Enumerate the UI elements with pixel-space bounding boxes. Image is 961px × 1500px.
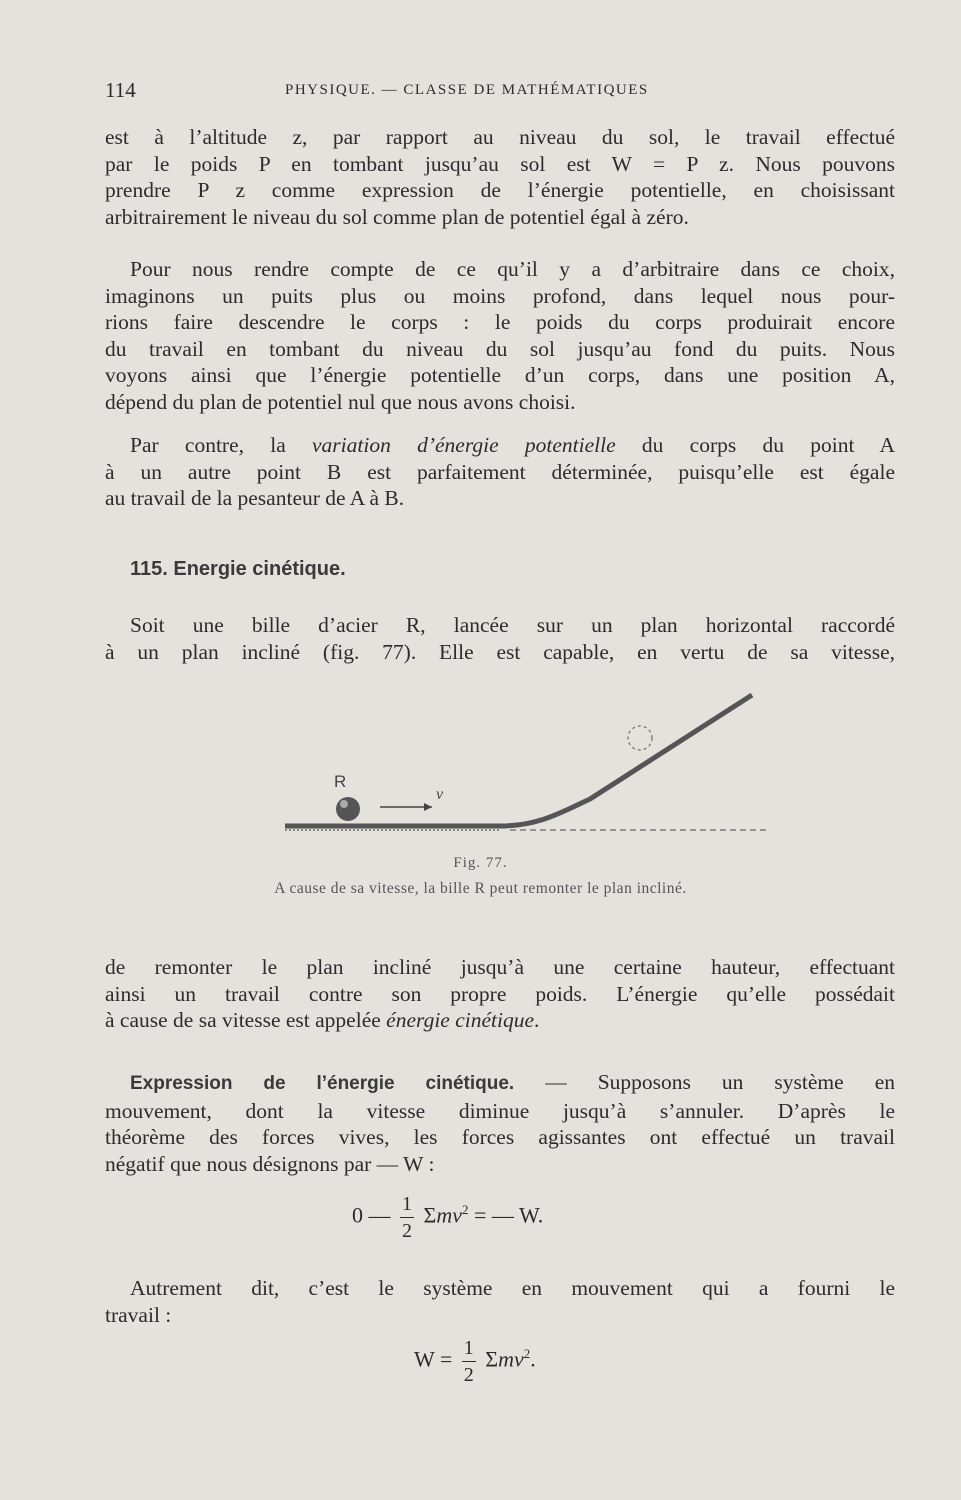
text-line: ainsi un travail contre son propre poids. L’énergie qu’elle possédait [105, 981, 895, 1006]
ball-highlight [340, 800, 348, 808]
text-line: théorème des forces vives, les forces agissantes ont effectué un travail [105, 1125, 895, 1149]
text-line: négatif que nous désignons par — W : [105, 1151, 435, 1176]
paragraph-arbitrary-choice [105, 256, 895, 415]
text-line: Soit une bille d’acier R, lancée sur un plan horizontal raccordé [130, 613, 895, 637]
text-line: est à l’altitude z, par rapport au niveau du sol, le travail effectué [105, 125, 895, 149]
text-line: Par contre, la variation d’énergie potentielle du corps du point A [130, 433, 896, 457]
text-line: Expression de l’énergie cinétique. — Supposons un système en [130, 1070, 896, 1094]
text-line: mouvement, dont la vitesse diminue jusqu’à s’annuler. D’après le [105, 1098, 895, 1123]
paragraph-variation [105, 432, 895, 512]
ball-r [336, 797, 360, 821]
text-line: Autrement dit, c’est le système en mouvement qui a fourni le [130, 1276, 895, 1300]
velocity-label: v [436, 786, 444, 803]
formula-work-kinetic: W = $\frac{1}{2}$ Σmv$^2$. [414, 1337, 536, 1386]
text-line: imaginons un puits plus ou moins profond, dans lequel nous pour- [105, 283, 895, 308]
text-line: au travail de la pesanteur de A à B. [105, 486, 405, 510]
text-line: à un plan incliné (fig. 77). Elle est capable, en vertu de sa vitesse, [105, 639, 895, 664]
ball-label: R [334, 772, 347, 791]
inclined-plane [500, 695, 752, 826]
text-line: par le poids P en tombant jusqu’au sol est W = P z. Nous pouvons [105, 151, 895, 176]
velocity-arrowhead [424, 803, 432, 811]
text-line: à un autre point B est parfaitement déterminée, puisqu’elle est égale [105, 459, 895, 484]
figure-inclined-plane [270, 685, 790, 845]
formula-work-negative: 0 — $\frac{1}{2}$ Σmv$^2$ = — W. [352, 1193, 544, 1242]
fraction-one-half: $\frac{1}{2}$ [463, 1337, 474, 1386]
text-line: prendre P z comme expression de l’énergie potentielle, en choisissant [105, 178, 895, 202]
text-line: de remonter le plan incliné jusqu’à une certaine hauteur, effectuant [105, 955, 895, 979]
paragraph-steel-ball [105, 612, 895, 665]
text-line: du travail en tombant du niveau du sol jusqu’au fond du puits. Nous [105, 336, 895, 361]
figure-number: Fig. 77. [453, 855, 508, 871]
page-number: 114 [105, 78, 136, 102]
text-line: dépend du plan de potentiel nul que nous avons choisi. [105, 389, 576, 414]
text-line: travail : [105, 1302, 172, 1327]
page-header [105, 78, 893, 102]
subsection-heading: Expression de l’énergie cinétique. [130, 1073, 515, 1094]
running-title: PHYSIQUE. — CLASSE DE MATHÉMATIQUES [285, 82, 649, 98]
emphasis-text: variation d’énergie potentielle [312, 433, 616, 457]
fraction-one-half: $\frac{1}{2}$ [402, 1193, 412, 1242]
text-line: voyons ainsi que l’énergie potentielle d’un corps, dans une position A, [105, 363, 895, 387]
emphasis-text: énergie cinétique [386, 1008, 535, 1032]
paragraph-system-work [105, 1275, 895, 1328]
ball-raised-position [628, 726, 652, 750]
text-line: arbitrairement le niveau du sol comme plan de potentiel égal à zéro. [105, 204, 689, 229]
text-line: Pour nous rendre compte de ce qu’il y a d’arbitraire dans ce choix, [130, 257, 895, 281]
figure-caption: A cause de sa vitesse, la bille R peut remonter le plan incliné. [274, 880, 687, 897]
paragraph-kinetic-def [105, 954, 895, 1034]
paragraph-expression [105, 1069, 895, 1177]
text-line: rions faire descendre le corps : le poids du corps produirait encore [105, 310, 895, 334]
text-line: à cause de sa vitesse est appelée énergie cinétique. [105, 1008, 540, 1032]
paragraph-potential-energy [105, 124, 895, 230]
section-title: 115. Energie cinétique. [130, 558, 346, 580]
